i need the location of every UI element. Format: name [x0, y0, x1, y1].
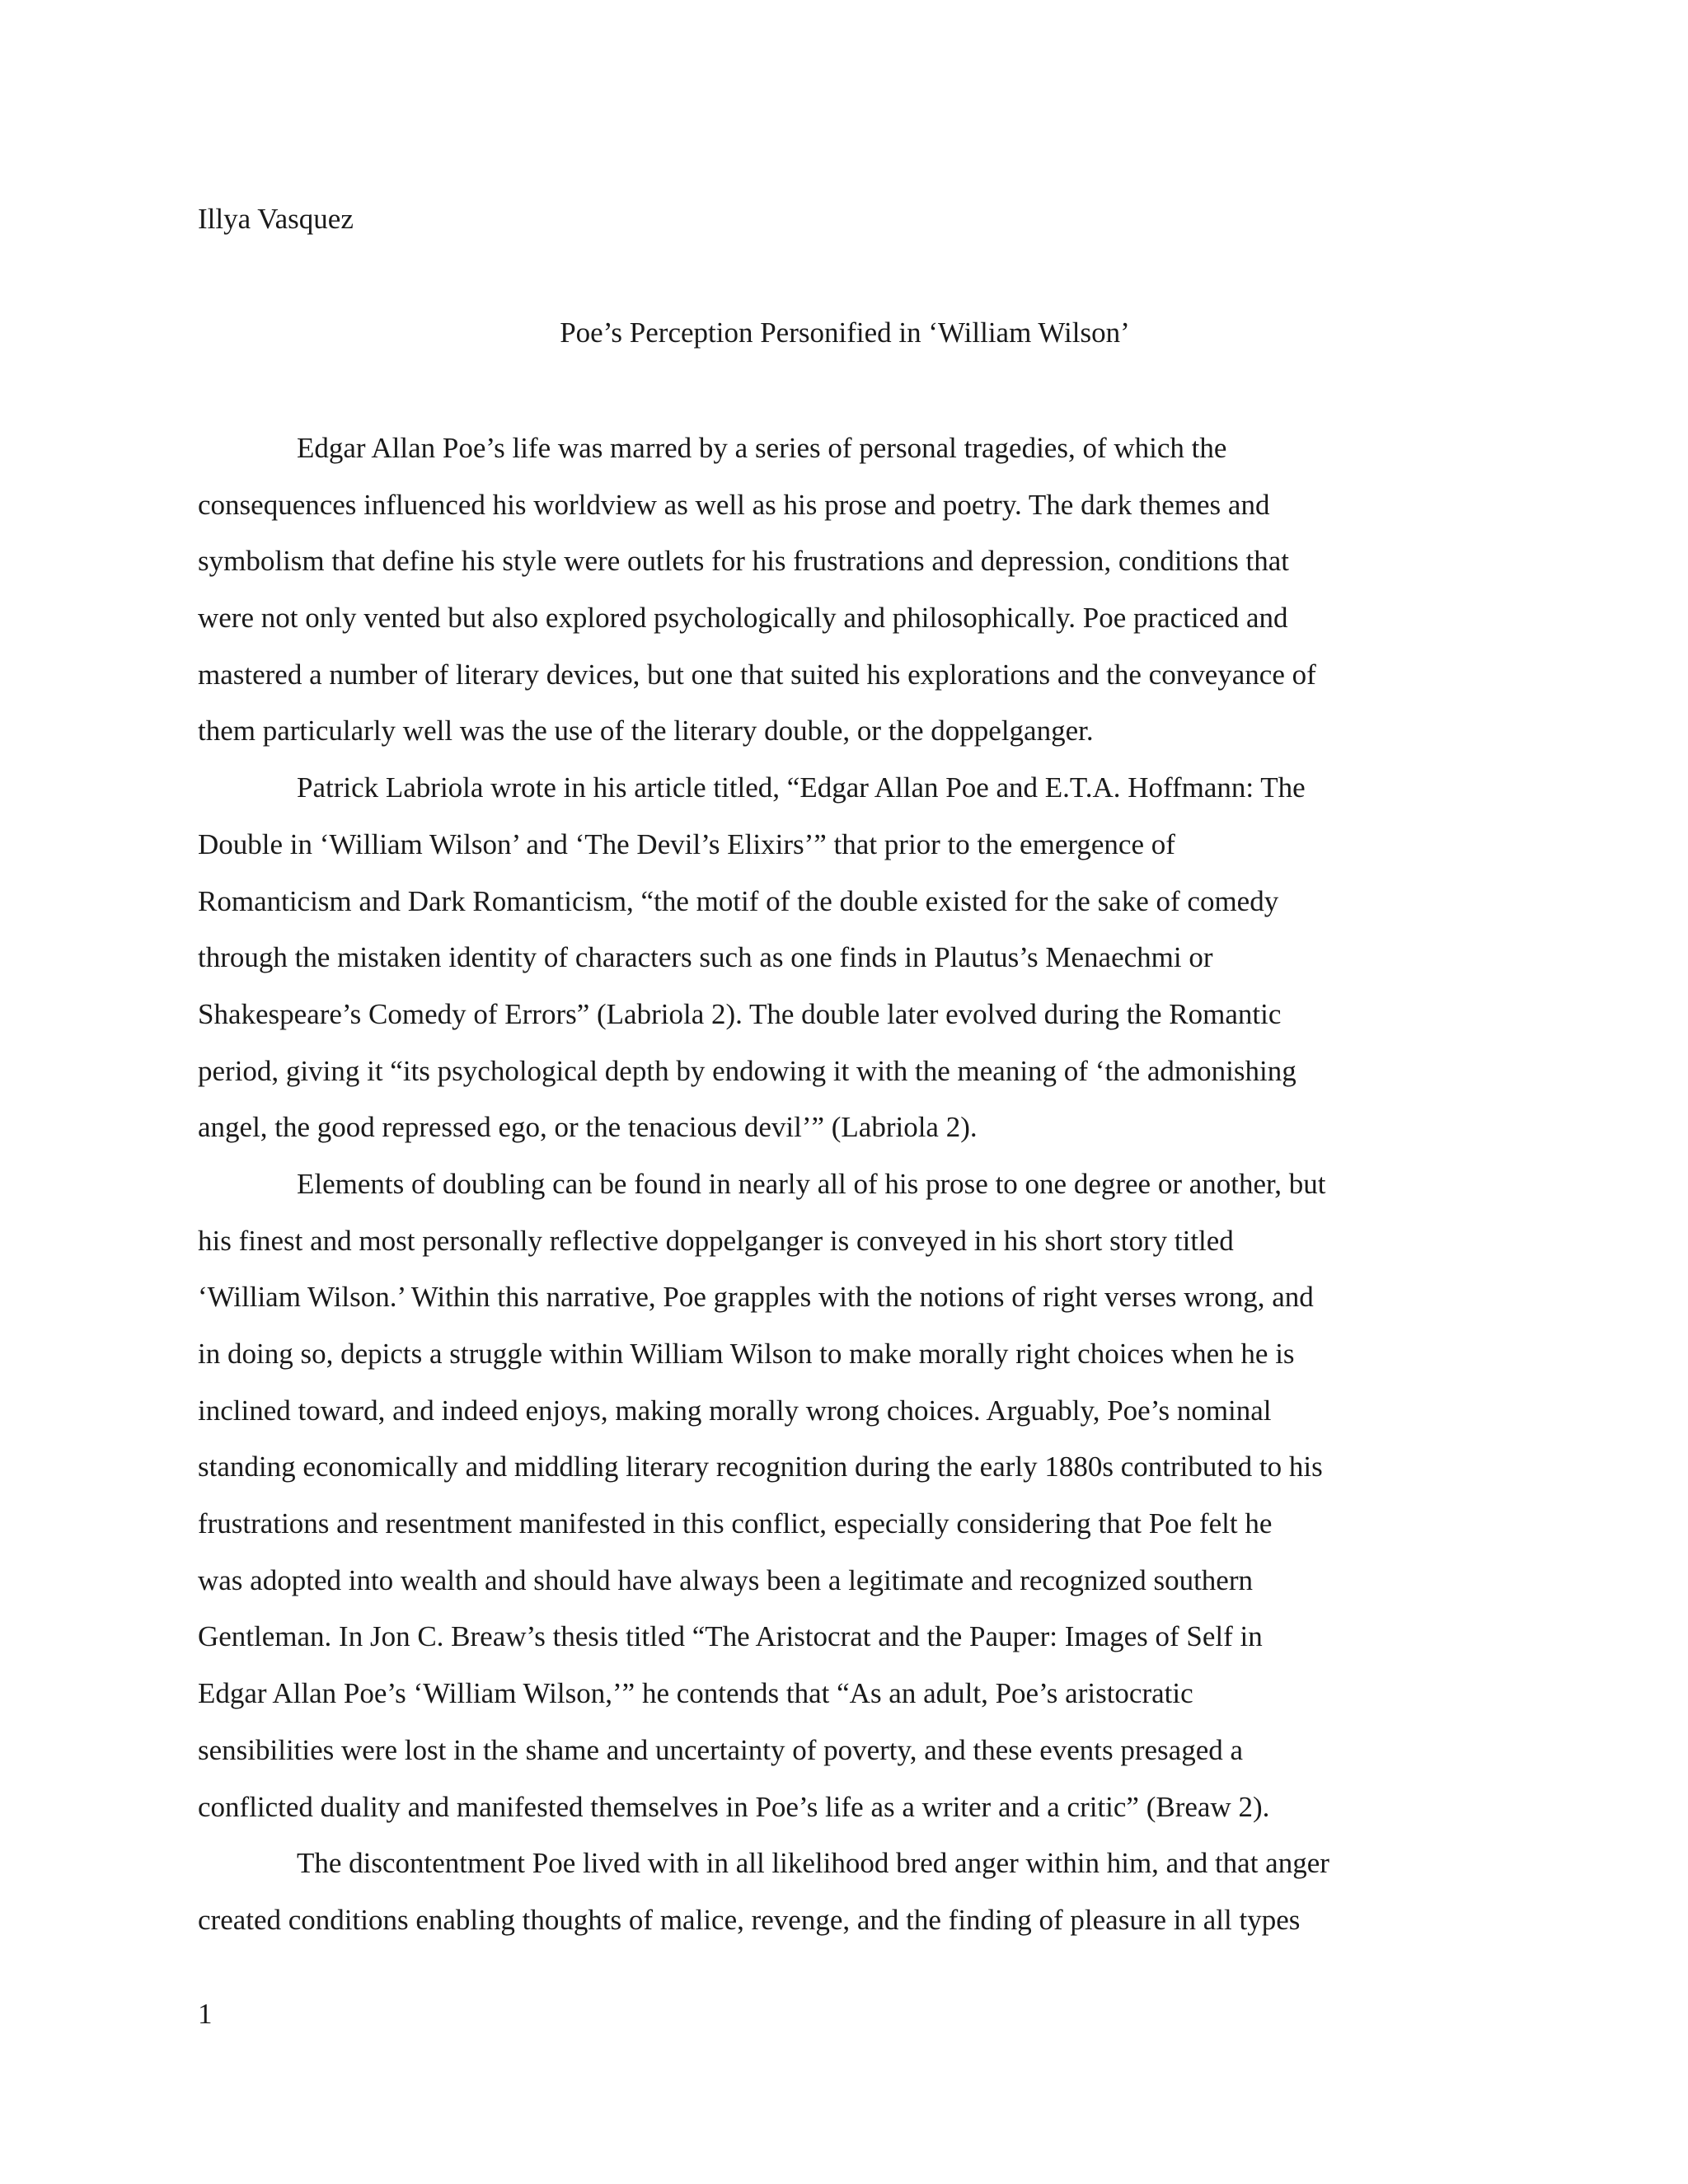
text-line: conflicted duality and manifested themselves in Poe’s life as a writer and a critic” (Breaw 2).	[198, 1790, 1270, 1823]
text-line: were not only vented but also explored psychologically and philosophically. Poe practiced and	[198, 602, 1288, 635]
text-line: created conditions enabling thoughts of malice, revenge, and the finding of pleasure in all types	[198, 1903, 1301, 1936]
text-line: Double in ‘William Wilson’ and ‘The Devil’s Elixirs’” that prior to the emergence of	[198, 827, 1175, 860]
text-line: frustrations and resentment manifested in this conflict, especially considering that Poe felt he	[198, 1507, 1273, 1540]
text-line: angel, the good repressed ego, or the tenacious devil’” (Labriola 2).	[198, 1111, 978, 1144]
text-line: Patrick Labriola wrote in his article titled, “Edgar Allan Poe and E.T.A. Hoffmann: The	[297, 771, 1306, 804]
text-line: his finest and most personally reflective doppelganger is conveyed in his short story titled	[198, 1224, 1234, 1257]
text-line: Elements of doubling can be found in nearly all of his prose to one degree or another, but	[297, 1167, 1326, 1200]
text-line: inclined toward, and indeed enjoys, making morally wrong choices. Arguably, Poe’s nominal	[198, 1394, 1272, 1427]
text-line: ‘William Wilson.’ Within this narrative, Poe grapples with the notions of right verses wrong, and	[198, 1281, 1314, 1314]
text-line: them particularly well was the use of the literary double, or the doppelganger.	[198, 715, 1094, 748]
text-line: mastered a number of literary devices, but one that suited his explorations and the conveyance of	[198, 658, 1316, 691]
text-line: symbolism that define his style were outlets for his frustrations and depression, conditions that	[198, 545, 1289, 578]
text-line: standing economically and middling literary recognition during the early 1880s contributed to his	[198, 1451, 1323, 1483]
text-line: was adopted into wealth and should have always been a legitimate and recognized southern	[198, 1563, 1253, 1596]
text-line: Edgar Allan Poe’s ‘William Wilson,’” he contends that “As an adult, Poe’s aristocratic	[198, 1677, 1193, 1710]
text-line: The discontentment Poe lived with in all likelihood bred anger within him, and that anger	[297, 1847, 1329, 1880]
text-line: Shakespeare’s Comedy of Errors” (Labriola 2). The double later evolved during the Romantic	[198, 997, 1282, 1030]
page-number: 1	[198, 1998, 213, 2030]
text-line: through the mistaken identity of characters such as one finds in Plautus’s Menaechmi or	[198, 941, 1213, 974]
author-name: Illya Vasquez	[198, 203, 354, 235]
text-line: period, giving it “its psychological depth by endowing it with the meaning of ‘the admonishing	[198, 1054, 1296, 1087]
essay-body	[198, 420, 1492, 1949]
text-line: consequences influenced his worldview as well as his prose and poetry. The dark themes and	[198, 488, 1270, 521]
text-line: Gentleman. In Jon C. Breaw’s thesis titled “The Aristocrat and the Pauper: Images of Self in	[198, 1620, 1263, 1653]
text-line: Edgar Allan Poe’s life was marred by a series of personal tragedies, of which the	[297, 432, 1227, 464]
text-line: Romanticism and Dark Romanticism, “the motif of the double existed for the sake of comedy	[198, 884, 1279, 917]
essay-title: Poe’s Perception Personified in ‘William Wilson’	[560, 316, 1130, 349]
text-line: sensibilities were lost in the shame and uncertainty of poverty, and these events presaged a	[198, 1733, 1244, 1766]
text-line: in doing so, depicts a struggle within William Wilson to make morally right choices when he is	[198, 1338, 1295, 1370]
